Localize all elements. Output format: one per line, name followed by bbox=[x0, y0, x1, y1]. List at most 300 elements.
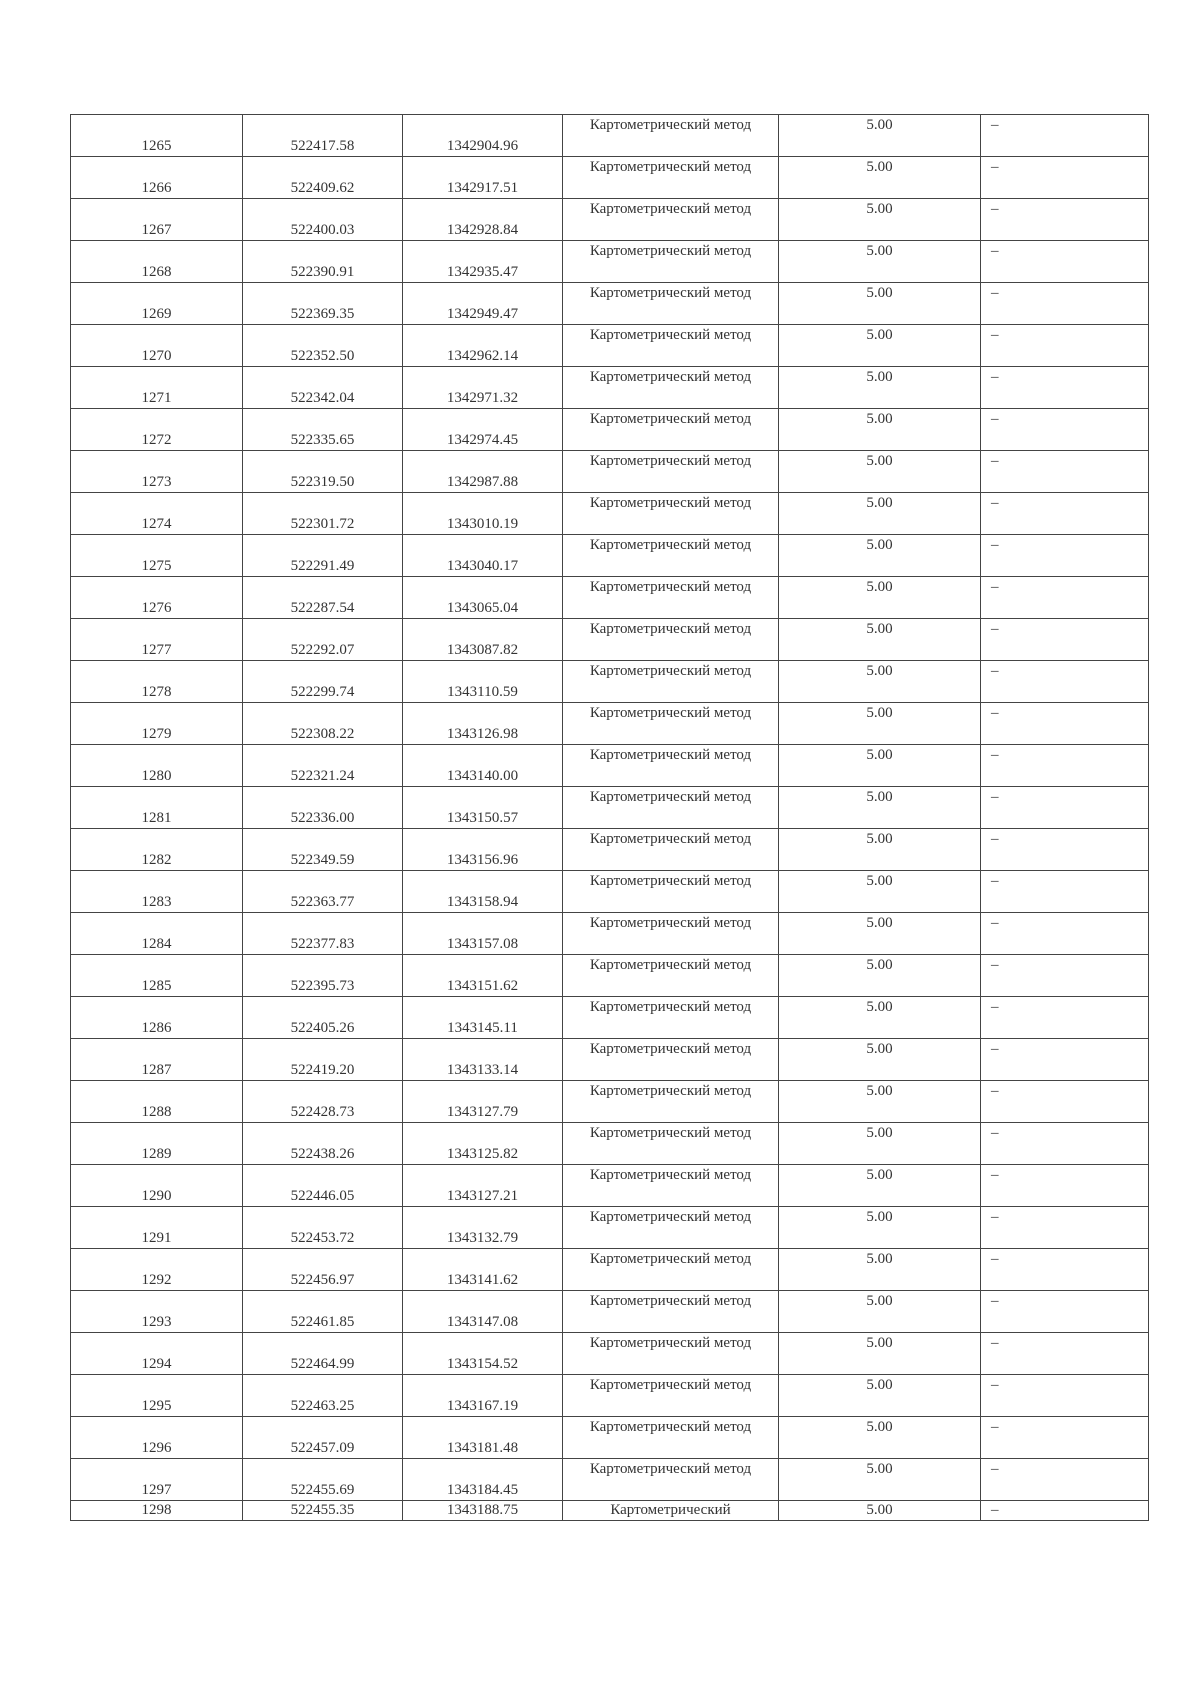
description-cell bbox=[981, 1291, 1149, 1333]
point-number-cell bbox=[71, 829, 243, 871]
y-coordinate-text: 1342928.84 bbox=[446, 222, 519, 238]
y-coordinate-cell bbox=[403, 451, 563, 493]
error-cell bbox=[779, 241, 981, 283]
description-text: – bbox=[991, 1125, 999, 1141]
point-number-cell bbox=[71, 1501, 243, 1521]
y-coordinate-text: 1342987.88 bbox=[446, 474, 519, 490]
point-number-text: 1275 bbox=[141, 558, 172, 574]
description-cell bbox=[981, 325, 1149, 367]
description-cell bbox=[981, 367, 1149, 409]
description-cell bbox=[981, 1039, 1149, 1081]
description-cell bbox=[981, 829, 1149, 871]
method-cell bbox=[563, 493, 779, 535]
error-text: 5.00 bbox=[866, 1502, 893, 1518]
y-coordinate-cell bbox=[403, 325, 563, 367]
method-text: Картометрический метод bbox=[589, 1461, 752, 1477]
error-text: 5.00 bbox=[866, 159, 893, 175]
method-text: Картометрический метод bbox=[589, 789, 752, 805]
point-number-text: 1296 bbox=[141, 1440, 172, 1456]
description-text: – bbox=[991, 1377, 999, 1393]
x-coordinate-cell bbox=[243, 745, 403, 787]
description-text: – bbox=[991, 1419, 999, 1435]
description-cell bbox=[981, 241, 1149, 283]
error-cell bbox=[779, 1039, 981, 1081]
error-text: 5.00 bbox=[866, 831, 893, 847]
point-number-cell bbox=[71, 1039, 243, 1081]
x-coordinate-text: 522321.24 bbox=[290, 768, 355, 784]
method-cell bbox=[563, 1291, 779, 1333]
x-coordinate-cell bbox=[243, 451, 403, 493]
description-text: – bbox=[991, 537, 999, 553]
y-coordinate-cell bbox=[403, 871, 563, 913]
method-cell bbox=[563, 745, 779, 787]
x-coordinate-cell bbox=[243, 535, 403, 577]
method-cell bbox=[563, 1333, 779, 1375]
method-text: Картометрический метод bbox=[589, 1083, 752, 1099]
point-number-text: 1271 bbox=[141, 390, 172, 406]
point-number-cell bbox=[71, 745, 243, 787]
error-text: 5.00 bbox=[866, 201, 893, 217]
method-cell bbox=[563, 997, 779, 1039]
method-cell bbox=[563, 577, 779, 619]
x-coordinate-text: 522308.22 bbox=[290, 726, 355, 742]
error-text: 5.00 bbox=[866, 579, 893, 595]
table-row bbox=[71, 367, 1149, 409]
table-row bbox=[71, 241, 1149, 283]
y-coordinate-cell bbox=[403, 409, 563, 451]
method-cell bbox=[563, 1123, 779, 1165]
error-cell bbox=[779, 1207, 981, 1249]
error-cell bbox=[779, 619, 981, 661]
x-coordinate-cell bbox=[243, 493, 403, 535]
y-coordinate-text: 1343127.21 bbox=[446, 1188, 519, 1204]
table-body bbox=[71, 115, 1149, 1521]
error-text: 5.00 bbox=[866, 915, 893, 931]
point-number-text: 1272 bbox=[141, 432, 172, 448]
x-coordinate-cell bbox=[243, 661, 403, 703]
y-coordinate-cell bbox=[403, 1123, 563, 1165]
point-number-cell bbox=[71, 619, 243, 661]
table-row bbox=[71, 661, 1149, 703]
description-cell bbox=[981, 199, 1149, 241]
description-text: – bbox=[991, 201, 999, 217]
description-cell bbox=[981, 493, 1149, 535]
error-text: 5.00 bbox=[866, 495, 893, 511]
point-number-text: 1286 bbox=[141, 1020, 172, 1036]
error-cell bbox=[779, 409, 981, 451]
table-row bbox=[71, 1333, 1149, 1375]
description-cell bbox=[981, 115, 1149, 157]
point-number-text: 1285 bbox=[141, 978, 172, 994]
description-cell bbox=[981, 1123, 1149, 1165]
description-text: – bbox=[991, 369, 999, 385]
x-coordinate-text: 522456.97 bbox=[290, 1272, 355, 1288]
x-coordinate-cell bbox=[243, 871, 403, 913]
y-coordinate-text: 1343158.94 bbox=[446, 894, 519, 910]
point-number-cell bbox=[71, 115, 243, 157]
error-cell bbox=[779, 1501, 981, 1521]
description-cell bbox=[981, 1459, 1149, 1501]
x-coordinate-text: 522390.91 bbox=[290, 264, 355, 280]
method-text: Картометрический метод bbox=[589, 831, 752, 847]
point-number-text: 1292 bbox=[141, 1272, 172, 1288]
x-coordinate-cell bbox=[243, 913, 403, 955]
y-coordinate-cell bbox=[403, 1081, 563, 1123]
x-coordinate-cell bbox=[243, 1039, 403, 1081]
point-number-cell bbox=[71, 535, 243, 577]
method-text: Картометрический метод bbox=[589, 1293, 752, 1309]
method-text: Картометрический метод bbox=[589, 243, 752, 259]
error-cell bbox=[779, 577, 981, 619]
point-number-cell bbox=[71, 1417, 243, 1459]
point-number-cell bbox=[71, 1291, 243, 1333]
table-row bbox=[71, 1249, 1149, 1291]
x-coordinate-text: 522335.65 bbox=[290, 432, 355, 448]
y-coordinate-text: 1343150.57 bbox=[446, 810, 519, 826]
method-cell bbox=[563, 325, 779, 367]
error-cell bbox=[779, 913, 981, 955]
x-coordinate-text: 522319.50 bbox=[290, 474, 355, 490]
method-text: Картометрический bbox=[610, 1502, 731, 1518]
method-text: Картометрический метод bbox=[589, 747, 752, 763]
y-coordinate-cell bbox=[403, 1459, 563, 1501]
error-text: 5.00 bbox=[866, 747, 893, 763]
y-coordinate-text: 1343154.52 bbox=[446, 1356, 519, 1372]
error-cell bbox=[779, 703, 981, 745]
point-number-text: 1277 bbox=[141, 642, 172, 658]
method-cell bbox=[563, 913, 779, 955]
table-row bbox=[71, 787, 1149, 829]
x-coordinate-cell bbox=[243, 955, 403, 997]
table-row bbox=[71, 1459, 1149, 1501]
point-number-text: 1290 bbox=[141, 1188, 172, 1204]
error-text: 5.00 bbox=[866, 1167, 893, 1183]
y-coordinate-cell bbox=[403, 1417, 563, 1459]
description-cell bbox=[981, 409, 1149, 451]
point-number-cell bbox=[71, 1165, 243, 1207]
error-cell bbox=[779, 871, 981, 913]
x-coordinate-cell bbox=[243, 1165, 403, 1207]
y-coordinate-text: 1343040.17 bbox=[446, 558, 519, 574]
method-text: Картометрический метод bbox=[589, 957, 752, 973]
error-text: 5.00 bbox=[866, 1461, 893, 1477]
point-number-text: 1293 bbox=[141, 1314, 172, 1330]
error-text: 5.00 bbox=[866, 1083, 893, 1099]
method-text: Картометрический метод bbox=[589, 369, 752, 385]
x-coordinate-text: 522292.07 bbox=[290, 642, 355, 658]
y-coordinate-text: 1343127.79 bbox=[446, 1104, 519, 1120]
point-number-text: 1278 bbox=[141, 684, 172, 700]
point-number-text: 1288 bbox=[141, 1104, 172, 1120]
description-cell bbox=[981, 997, 1149, 1039]
method-text: Картометрический метод bbox=[589, 1125, 752, 1141]
y-coordinate-text: 1343126.98 bbox=[446, 726, 519, 742]
y-coordinate-text: 1342971.32 bbox=[446, 390, 519, 406]
description-text: – bbox=[991, 1293, 999, 1309]
error-text: 5.00 bbox=[866, 453, 893, 469]
method-text: Картометрический метод bbox=[589, 915, 752, 931]
table-row bbox=[71, 1291, 1149, 1333]
error-cell bbox=[779, 535, 981, 577]
method-cell bbox=[563, 661, 779, 703]
method-cell bbox=[563, 451, 779, 493]
description-cell bbox=[981, 1333, 1149, 1375]
method-cell bbox=[563, 1165, 779, 1207]
table-row bbox=[71, 535, 1149, 577]
method-text: Картометрический метод bbox=[589, 579, 752, 595]
method-text: Картометрический метод bbox=[589, 201, 752, 217]
description-cell bbox=[981, 1249, 1149, 1291]
description-cell bbox=[981, 535, 1149, 577]
error-text: 5.00 bbox=[866, 705, 893, 721]
method-text: Картометрический метод bbox=[589, 537, 752, 553]
table-row bbox=[71, 1501, 1149, 1521]
method-text: Картометрический метод bbox=[589, 453, 752, 469]
y-coordinate-cell bbox=[403, 199, 563, 241]
point-number-cell bbox=[71, 1459, 243, 1501]
y-coordinate-text: 1342962.14 bbox=[446, 348, 519, 364]
method-cell bbox=[563, 955, 779, 997]
description-text: – bbox=[991, 579, 999, 595]
coordinates-table bbox=[70, 114, 1149, 1521]
y-coordinate-cell bbox=[403, 1501, 563, 1521]
point-number-cell bbox=[71, 997, 243, 1039]
description-cell bbox=[981, 787, 1149, 829]
point-number-cell bbox=[71, 283, 243, 325]
error-text: 5.00 bbox=[866, 537, 893, 553]
x-coordinate-text: 522419.20 bbox=[290, 1062, 355, 1078]
table-row bbox=[71, 283, 1149, 325]
description-text: – bbox=[991, 495, 999, 511]
error-cell bbox=[779, 283, 981, 325]
description-text: – bbox=[991, 873, 999, 889]
description-cell bbox=[981, 745, 1149, 787]
y-coordinate-cell bbox=[403, 1249, 563, 1291]
x-coordinate-text: 522457.09 bbox=[290, 1440, 355, 1456]
point-number-cell bbox=[71, 409, 243, 451]
method-text: Картометрический метод bbox=[589, 285, 752, 301]
description-text: – bbox=[991, 117, 999, 133]
method-text: Картометрический метод bbox=[589, 1419, 752, 1435]
y-coordinate-cell bbox=[403, 1207, 563, 1249]
error-cell bbox=[779, 1417, 981, 1459]
point-number-cell bbox=[71, 199, 243, 241]
y-coordinate-cell bbox=[403, 787, 563, 829]
table-row bbox=[71, 955, 1149, 997]
method-cell bbox=[563, 1459, 779, 1501]
point-number-cell bbox=[71, 157, 243, 199]
y-coordinate-cell bbox=[403, 535, 563, 577]
x-coordinate-cell bbox=[243, 829, 403, 871]
error-text: 5.00 bbox=[866, 243, 893, 259]
table-row bbox=[71, 829, 1149, 871]
error-cell bbox=[779, 1333, 981, 1375]
x-coordinate-text: 522455.35 bbox=[290, 1502, 355, 1518]
method-cell bbox=[563, 367, 779, 409]
method-cell bbox=[563, 703, 779, 745]
method-cell bbox=[563, 241, 779, 283]
x-coordinate-cell bbox=[243, 1333, 403, 1375]
y-coordinate-text: 1343188.75 bbox=[446, 1502, 519, 1518]
method-text: Картометрический метод bbox=[589, 1041, 752, 1057]
method-cell bbox=[563, 1207, 779, 1249]
y-coordinate-text: 1343140.00 bbox=[446, 768, 519, 784]
description-text: – bbox=[991, 453, 999, 469]
x-coordinate-cell bbox=[243, 409, 403, 451]
error-text: 5.00 bbox=[866, 663, 893, 679]
point-number-text: 1284 bbox=[141, 936, 172, 952]
table-row bbox=[71, 577, 1149, 619]
point-number-text: 1287 bbox=[141, 1062, 172, 1078]
point-number-text: 1265 bbox=[141, 138, 172, 154]
description-text: – bbox=[991, 1167, 999, 1183]
description-text: – bbox=[991, 411, 999, 427]
point-number-text: 1281 bbox=[141, 810, 172, 826]
y-coordinate-text: 1343184.45 bbox=[446, 1482, 519, 1498]
y-coordinate-text: 1343065.04 bbox=[446, 600, 519, 616]
description-cell bbox=[981, 871, 1149, 913]
error-cell bbox=[779, 367, 981, 409]
x-coordinate-cell bbox=[243, 619, 403, 661]
x-coordinate-cell bbox=[243, 1249, 403, 1291]
y-coordinate-cell bbox=[403, 703, 563, 745]
point-number-cell bbox=[71, 1207, 243, 1249]
table-row bbox=[71, 1081, 1149, 1123]
x-coordinate-text: 522455.69 bbox=[290, 1482, 355, 1498]
y-coordinate-text: 1343157.08 bbox=[446, 936, 519, 952]
description-text: – bbox=[991, 1502, 999, 1518]
error-cell bbox=[779, 1375, 981, 1417]
point-number-cell bbox=[71, 325, 243, 367]
x-coordinate-text: 522301.72 bbox=[290, 516, 355, 532]
description-text: – bbox=[991, 1083, 999, 1099]
error-cell bbox=[779, 115, 981, 157]
x-coordinate-text: 522428.73 bbox=[290, 1104, 355, 1120]
y-coordinate-cell bbox=[403, 1039, 563, 1081]
error-text: 5.00 bbox=[866, 957, 893, 973]
y-coordinate-cell bbox=[403, 115, 563, 157]
y-coordinate-text: 1342935.47 bbox=[446, 264, 519, 280]
method-cell bbox=[563, 1249, 779, 1291]
description-text: – bbox=[991, 1335, 999, 1351]
x-coordinate-text: 522417.58 bbox=[290, 138, 355, 154]
x-coordinate-cell bbox=[243, 1375, 403, 1417]
table-row bbox=[71, 115, 1149, 157]
description-cell bbox=[981, 451, 1149, 493]
method-text: Картометрический метод bbox=[589, 117, 752, 133]
y-coordinate-cell bbox=[403, 1333, 563, 1375]
description-cell bbox=[981, 1375, 1149, 1417]
error-text: 5.00 bbox=[866, 411, 893, 427]
table-row bbox=[71, 997, 1149, 1039]
point-number-text: 1297 bbox=[141, 1482, 172, 1498]
method-cell bbox=[563, 619, 779, 661]
method-cell bbox=[563, 1417, 779, 1459]
method-cell bbox=[563, 871, 779, 913]
error-text: 5.00 bbox=[866, 999, 893, 1015]
point-number-text: 1273 bbox=[141, 474, 172, 490]
table-row bbox=[71, 199, 1149, 241]
x-coordinate-cell bbox=[243, 241, 403, 283]
y-coordinate-cell bbox=[403, 1165, 563, 1207]
error-cell bbox=[779, 955, 981, 997]
error-text: 5.00 bbox=[866, 1251, 893, 1267]
y-coordinate-cell bbox=[403, 913, 563, 955]
x-coordinate-text: 522464.99 bbox=[290, 1356, 355, 1372]
y-coordinate-cell bbox=[403, 367, 563, 409]
x-coordinate-text: 522377.83 bbox=[290, 936, 355, 952]
y-coordinate-text: 1343147.08 bbox=[446, 1314, 519, 1330]
description-text: – bbox=[991, 747, 999, 763]
method-cell bbox=[563, 409, 779, 451]
x-coordinate-cell bbox=[243, 283, 403, 325]
x-coordinate-cell bbox=[243, 787, 403, 829]
method-text: Картометрический метод bbox=[589, 159, 752, 175]
point-number-cell bbox=[71, 367, 243, 409]
point-number-cell bbox=[71, 1123, 243, 1165]
point-number-cell bbox=[71, 787, 243, 829]
x-coordinate-cell bbox=[243, 1459, 403, 1501]
y-coordinate-text: 1343181.48 bbox=[446, 1440, 519, 1456]
x-coordinate-cell bbox=[243, 1207, 403, 1249]
y-coordinate-cell bbox=[403, 493, 563, 535]
method-text: Картометрический метод bbox=[589, 1209, 752, 1225]
description-cell bbox=[981, 1081, 1149, 1123]
error-text: 5.00 bbox=[866, 1041, 893, 1057]
table-row bbox=[71, 409, 1149, 451]
error-text: 5.00 bbox=[866, 1125, 893, 1141]
table-row bbox=[71, 493, 1149, 535]
y-coordinate-text: 1343156.96 bbox=[446, 852, 519, 868]
y-coordinate-text: 1343167.19 bbox=[446, 1398, 519, 1414]
description-text: – bbox=[991, 621, 999, 637]
table-row bbox=[71, 1165, 1149, 1207]
x-coordinate-cell bbox=[243, 367, 403, 409]
y-coordinate-cell bbox=[403, 283, 563, 325]
x-coordinate-text: 522287.54 bbox=[290, 600, 355, 616]
table-row bbox=[71, 619, 1149, 661]
x-coordinate-cell bbox=[243, 199, 403, 241]
y-coordinate-text: 1343125.82 bbox=[446, 1146, 519, 1162]
point-number-cell bbox=[71, 871, 243, 913]
x-coordinate-cell bbox=[243, 1291, 403, 1333]
x-coordinate-text: 522409.62 bbox=[290, 180, 355, 196]
x-coordinate-cell bbox=[243, 157, 403, 199]
point-number-cell bbox=[71, 493, 243, 535]
error-text: 5.00 bbox=[866, 873, 893, 889]
method-text: Картометрический метод bbox=[589, 1377, 752, 1393]
error-cell bbox=[779, 661, 981, 703]
y-coordinate-text: 1343133.14 bbox=[446, 1062, 519, 1078]
y-coordinate-text: 1342917.51 bbox=[446, 180, 519, 196]
method-text: Картометрический метод bbox=[589, 999, 752, 1015]
description-text: – bbox=[991, 1251, 999, 1267]
y-coordinate-cell bbox=[403, 829, 563, 871]
y-coordinate-cell bbox=[403, 157, 563, 199]
y-coordinate-text: 1343110.59 bbox=[447, 684, 518, 700]
point-number-text: 1267 bbox=[141, 222, 172, 238]
point-number-text: 1280 bbox=[141, 768, 172, 784]
x-coordinate-cell bbox=[243, 1417, 403, 1459]
x-coordinate-cell bbox=[243, 115, 403, 157]
y-coordinate-cell bbox=[403, 661, 563, 703]
description-text: – bbox=[991, 1461, 999, 1477]
x-coordinate-text: 522352.50 bbox=[290, 348, 355, 364]
description-cell bbox=[981, 955, 1149, 997]
error-cell bbox=[779, 199, 981, 241]
method-cell bbox=[563, 115, 779, 157]
error-cell bbox=[779, 325, 981, 367]
